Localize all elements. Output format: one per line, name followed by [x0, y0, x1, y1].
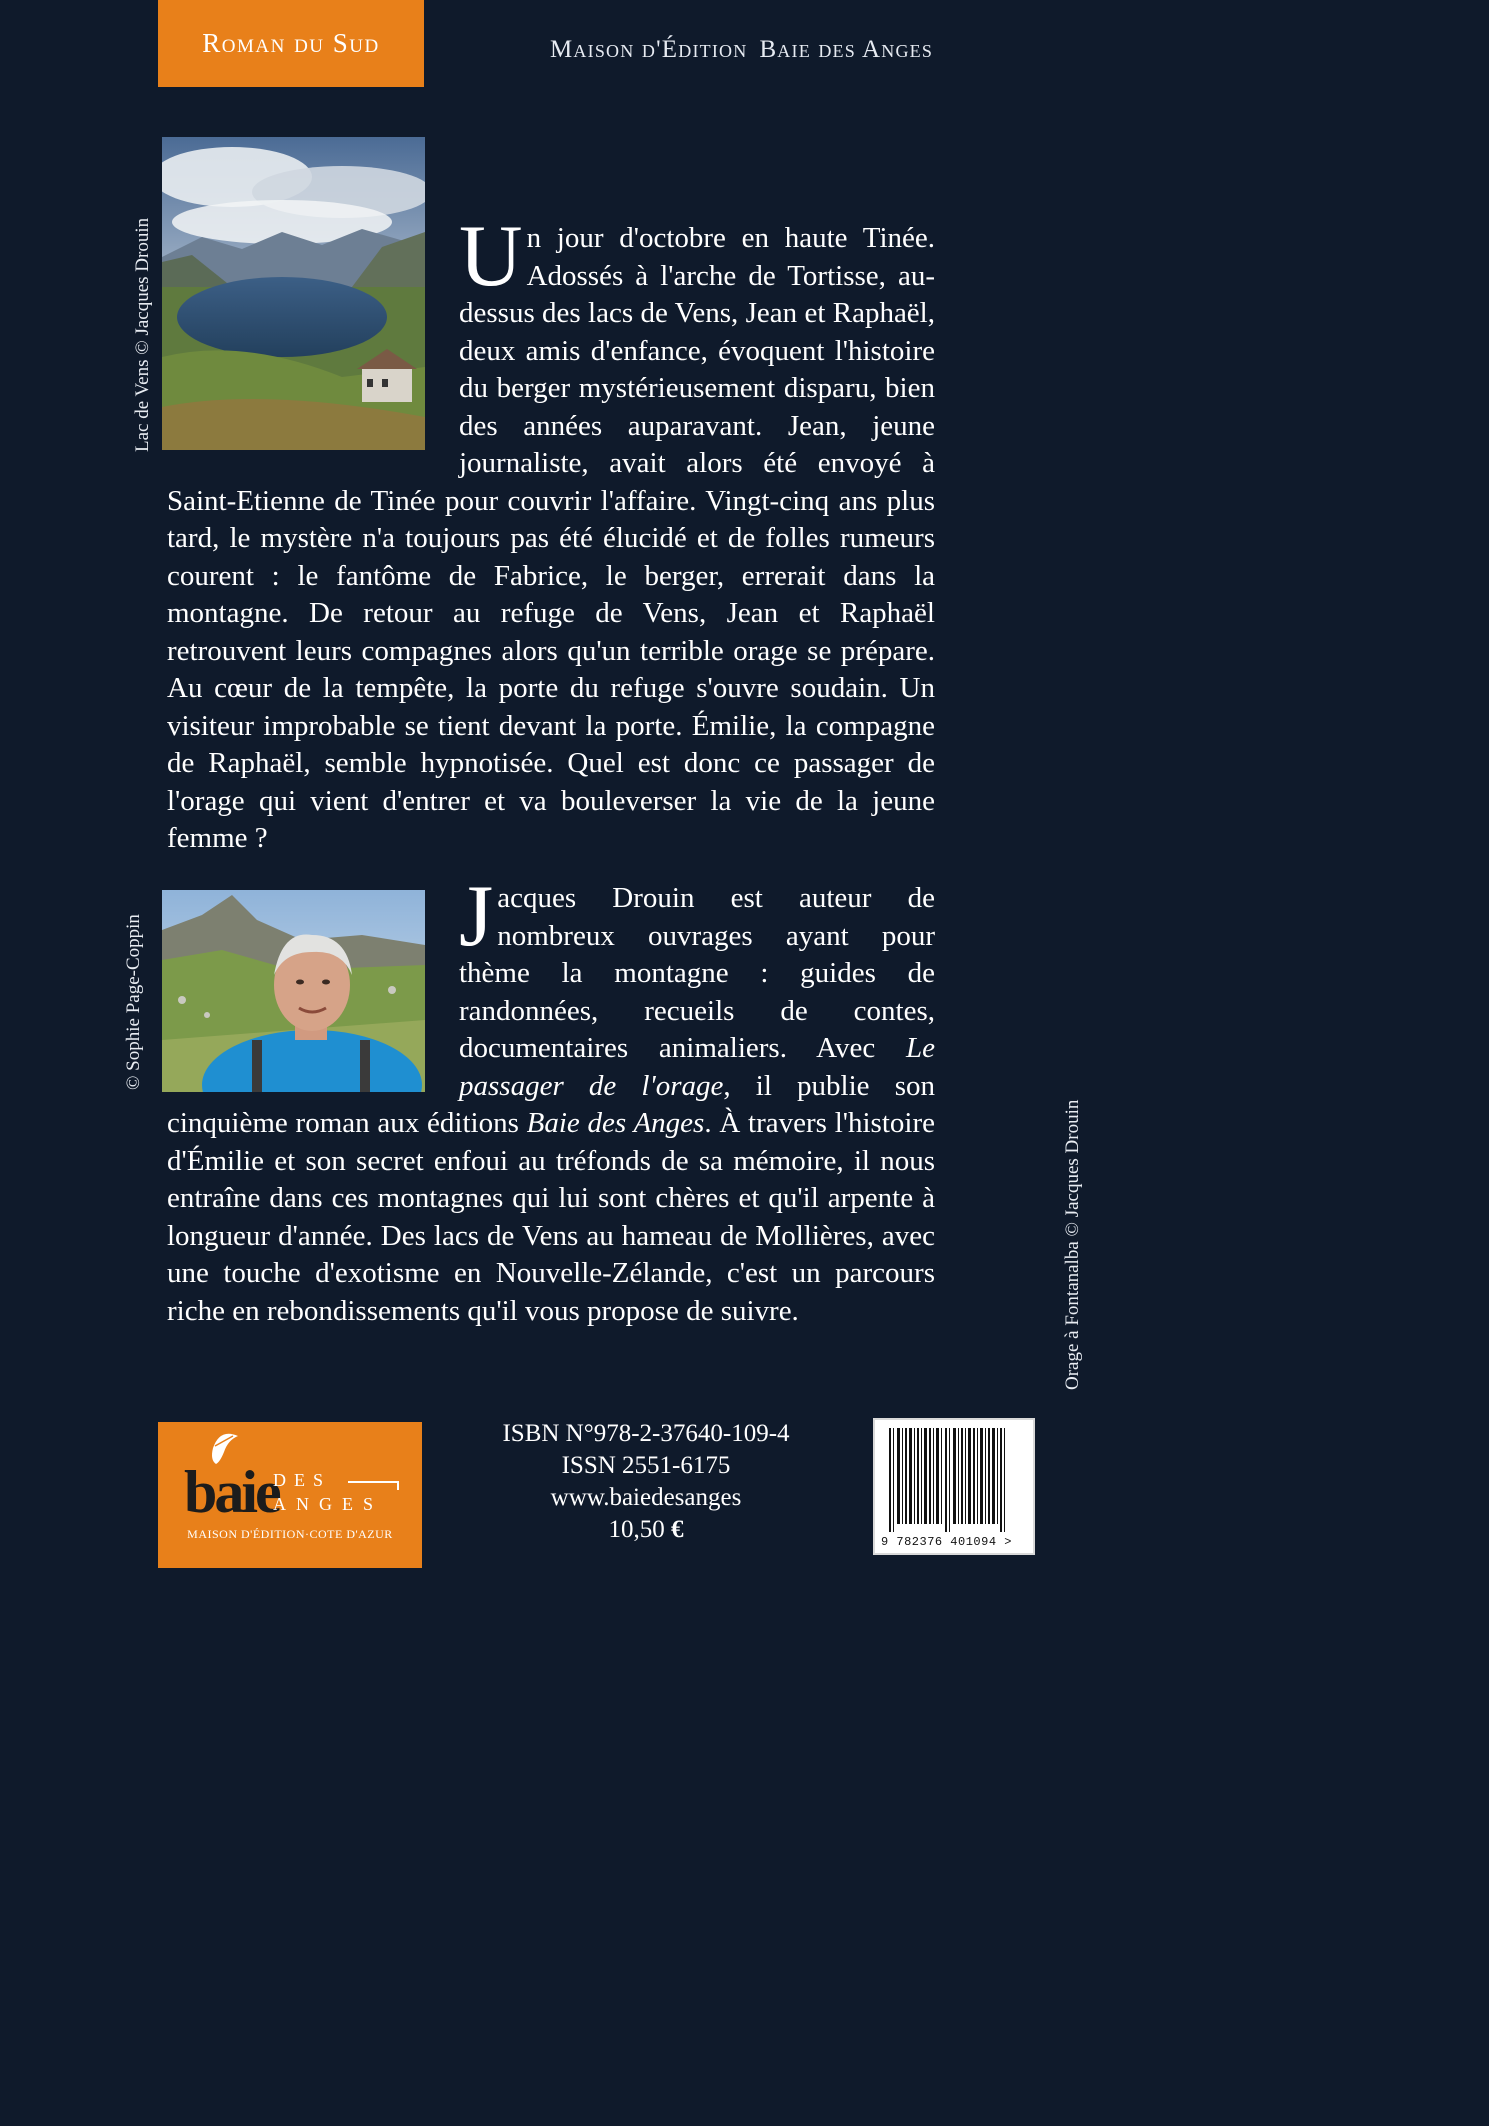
- publication-info: [476, 1418, 816, 1546]
- author-bio-text-2: , il publie son cinquième roman aux éditions: [167, 1069, 935, 1139]
- price: 10,50: [608, 1516, 665, 1543]
- synopsis-paragraph: [167, 208, 935, 858]
- publisher-italic: Baie des Anges: [526, 1107, 705, 1139]
- logo-des: DES: [273, 1470, 332, 1490]
- author-bio-text-1: acques Drouin est auteur de nombreux ouvrages ayant pour thème la montagne : guides de randonnées, recueils de contes, documentaires animaliers. Avec: [459, 882, 935, 1064]
- price-line: [476, 1514, 816, 1546]
- synopsis-block: [167, 208, 935, 858]
- author-bio-dropcap: J: [459, 868, 494, 965]
- book-title: Le passager de l'orage: [459, 1032, 935, 1102]
- series-label: [158, 0, 424, 87]
- barcode: [873, 1418, 1035, 1555]
- synopsis-dropcap: U: [459, 208, 523, 305]
- isbn-number: ISBN N°978-2-37640-109-4: [502, 1420, 790, 1447]
- publisher-header: [550, 36, 933, 64]
- author-photo-wrap-spacer: [167, 880, 459, 1090]
- series-text: Roman du Sud: [202, 28, 380, 58]
- photo-wrap-spacer: [167, 220, 459, 465]
- publisher-name: Baie des Anges: [759, 36, 934, 63]
- logo-anges: ANGES: [273, 1494, 384, 1514]
- publisher-logo: [158, 1422, 422, 1568]
- author-bio-paragraph: [167, 868, 935, 1330]
- issn-number: ISSN 2551-6175: [561, 1452, 731, 1479]
- publisher-prefix: Maison d'Édition: [550, 36, 748, 63]
- website: www.baiedesanges: [550, 1484, 742, 1511]
- author-photo-credit: © Sophie Page-Coppin: [123, 914, 144, 1090]
- synopsis-text: n jour d'octobre en haute Tinée. Adossés à l'arche de Tortisse, au-dessus des lacs de Vens, Jean et Raphaël, deux amis d'enfance, évoquent l'histoire du berger mystérieusement disparu, bien des années auparavant. Jean, jeune journaliste, avait alors été envoyé à Saint-Etienne de Tinée pour couvrir l'affaire. Vingt-cinq ans plus tard, le mystère n'a toujours pas été élucidé et de folles rumeurs courent : le fantôme de Fabrice, le berger, errerait dans la montagne. De retour au refuge de Vens, Jean et Raphaël retrouvent leurs compagnes alors qu'un terrible orage se prépare. Au cœur de la tempête, la porte du refuge s'ouvre soudain. Un visiteur improbable se tient devant la porte. Émilie, la compagne de Raphaël, semble hypnotisée. Quel est donc ce passager de l'orage qui vient d'entrer et va bouleverser la vie de la jeune femme ?: [167, 222, 935, 854]
- author-bio-block: [167, 868, 935, 1330]
- cover-photo-credit: Orage à Fontanalba © Jacques Drouin: [1062, 1099, 1083, 1390]
- currency: €: [671, 1516, 684, 1543]
- logo-wordmark: baie: [184, 1459, 279, 1525]
- barcode-digits: 9 782376 401094 >: [881, 1535, 1012, 1549]
- author-bio-text-3: . À travers l'histoire d'Émilie et son secret enfoui au tréfonds de sa mémoire, il nous entraîne dans ces montagnes qui lui sont chères et qu'il arpente à longueur d'année. Des lacs de Vens au hameau de Mollières, avec une touche d'exotisme en Nouvelle-Zélande, c'est un parcours riche en rebondissements qu'il vous propose de suivre.: [167, 1107, 935, 1327]
- logo-tagline: MAISON D'ÉDITION·COTE D'AZUR: [187, 1527, 393, 1541]
- lake-photo-credit: Lac de Vens © Jacques Drouin: [132, 217, 153, 452]
- barcode-bars: [875, 1428, 1033, 1540]
